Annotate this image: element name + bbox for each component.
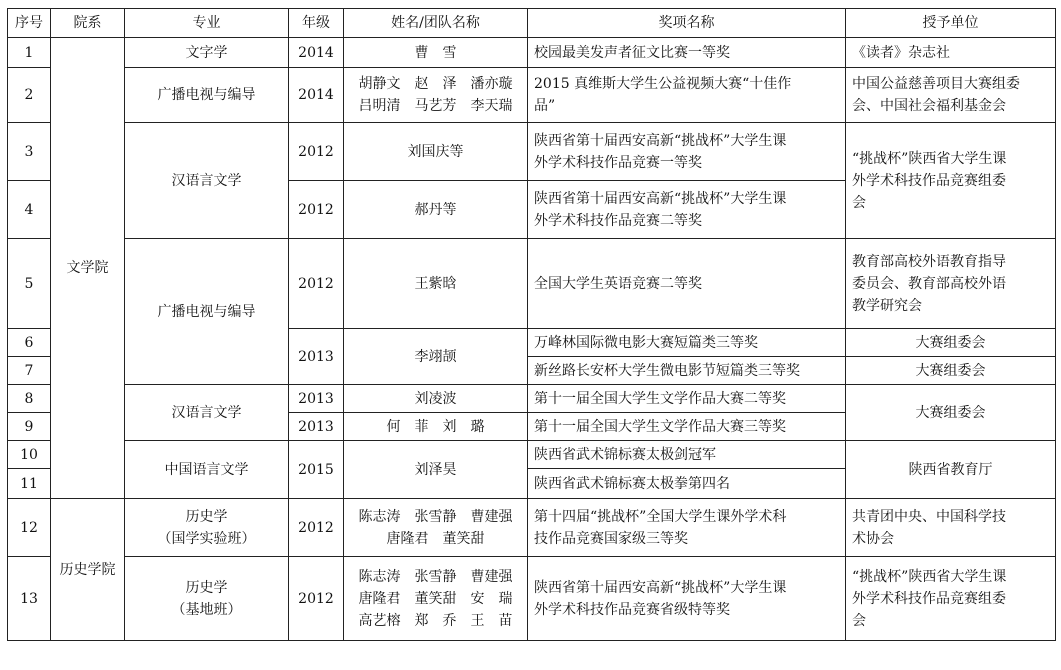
header-row [8, 9, 1056, 38]
org-line: 会、中国社会福利基金会 [852, 98, 1006, 114]
name-line: 高艺榕 郑 乔 王 苗 [358, 612, 513, 629]
org-line: 委员会、教育部高校外语 [852, 275, 1006, 292]
table-row [8, 499, 1056, 557]
major-cell: 汉语言文学 [125, 123, 289, 239]
table-row [8, 385, 1056, 413]
row-no: 1 [8, 38, 51, 68]
col-header-dept: 院系 [51, 9, 125, 38]
org-cell [846, 557, 1056, 641]
org-cell: 大赛组委会 [846, 357, 1056, 385]
award-line: 外学术科技作品竞赛一等奖 [534, 154, 702, 171]
major-line: （国学实验班） [157, 530, 256, 547]
award-cell: 新丝路长安杯大学生微电影节短篇类三等奖 [528, 357, 846, 385]
name-line: 胡静文 赵 泽 潘亦璇 [358, 76, 513, 92]
major-line: 历史学 [185, 508, 228, 525]
year-cell: 2014 [289, 68, 344, 123]
dept-cell: 文学院 [51, 38, 125, 499]
name-line: 吕明清 马艺芳 李天瑞 [358, 98, 513, 114]
major-cell: 文字学 [125, 38, 289, 68]
row-no: 13 [8, 557, 51, 641]
name-cell: 刘凌波 [344, 385, 528, 413]
award-cell [528, 68, 846, 123]
award-line: 陕西省第十届西安高新“挑战杯”大学生课 [534, 132, 787, 149]
org-line: 共青团中央、中国科学技 [852, 508, 1006, 525]
name-cell [344, 68, 528, 123]
award-line: 2015 真维斯大学生公益视频大赛“十佳作 [534, 76, 792, 92]
year-cell: 2012 [289, 123, 344, 181]
org-line: 中国公益慈善项目大赛组委 [852, 76, 1020, 92]
org-cell [846, 239, 1056, 329]
org-line: “挑战杯”陕西省大学生课 [852, 150, 1007, 167]
year-cell: 2012 [289, 557, 344, 641]
name-line: 陈志涛 张雪静 曹建强 [358, 508, 513, 525]
name-cell: 刘泽昊 [344, 441, 528, 499]
col-header-org: 授予单位 [846, 9, 1056, 38]
org-cell [846, 123, 1056, 239]
row-no: 9 [8, 413, 51, 441]
org-line: 教育部高校外语教育指导 [852, 253, 1006, 270]
org-cell [846, 68, 1056, 123]
name-cell: 王紫晗 [344, 239, 528, 329]
row-no: 5 [8, 239, 51, 329]
name-cell: 曹 雪 [344, 38, 528, 68]
org-line: 术协会 [852, 530, 894, 547]
year-cell: 2013 [289, 329, 344, 385]
award-cell: 第十一届全国大学生文学作品大赛三等奖 [528, 413, 846, 441]
award-cell: 全国大学生英语竞赛二等奖 [528, 239, 846, 329]
name-cell [344, 499, 528, 557]
org-line: 外学术科技作品竞赛组委 [852, 590, 1006, 607]
org-line: “挑战杯”陕西省大学生课 [852, 568, 1007, 585]
award-line: 陕西省第十届西安高新“挑战杯”大学生课 [534, 579, 787, 596]
org-cell: 《读者》杂志社 [846, 38, 1056, 68]
year-cell: 2013 [289, 385, 344, 413]
table-row [8, 123, 1056, 181]
award-line: 技作品竞赛国家级三等奖 [534, 530, 688, 547]
dept-cell: 历史学院 [51, 499, 125, 641]
award-cell [528, 123, 846, 181]
row-no: 12 [8, 499, 51, 557]
major-cell [125, 499, 289, 557]
major-cell: 广播电视与编导 [125, 239, 289, 385]
year-cell: 2013 [289, 413, 344, 441]
awards-table [7, 8, 1056, 641]
award-line: 陕西省第十届西安高新“挑战杯”大学生课 [534, 190, 787, 207]
year-cell: 2015 [289, 441, 344, 499]
award-cell: 万峰林国际微电影大赛短篇类三等奖 [528, 329, 846, 357]
major-cell: 广播电视与编导 [125, 68, 289, 123]
award-line: 外学术科技作品竞赛二等奖 [534, 212, 702, 229]
col-header-year: 年级 [289, 9, 344, 38]
major-line: 历史学 [185, 579, 228, 596]
org-cell [846, 499, 1056, 557]
row-no: 3 [8, 123, 51, 181]
award-cell: 校园最美发声者征文比赛一等奖 [528, 38, 846, 68]
year-cell: 2014 [289, 38, 344, 68]
col-header-no: 序号 [8, 9, 51, 38]
award-cell [528, 181, 846, 239]
org-line: 会 [852, 612, 866, 629]
row-no: 8 [8, 385, 51, 413]
table-row [8, 239, 1056, 329]
org-line: 教学研究会 [852, 297, 922, 314]
row-no: 2 [8, 68, 51, 123]
row-no: 4 [8, 181, 51, 239]
name-line: 唐隆君 董笑甜 [386, 530, 485, 547]
major-cell: 汉语言文学 [125, 385, 289, 441]
table-row [8, 68, 1056, 123]
award-cell: 第十一届全国大学生文学作品大赛二等奖 [528, 385, 846, 413]
org-cell: 大赛组委会 [846, 329, 1056, 357]
col-header-major: 专业 [125, 9, 289, 38]
name-cell: 郝丹等 [344, 181, 528, 239]
row-no: 11 [8, 469, 51, 499]
table-row [8, 38, 1056, 68]
award-cell: 陕西省武术锦标赛太极拳第四名 [528, 469, 846, 499]
name-cell: 李翊颉 [344, 329, 528, 385]
award-line: 品” [534, 98, 556, 114]
major-line: （基地班） [171, 601, 242, 618]
org-cell: 大赛组委会 [846, 385, 1056, 441]
year-cell: 2012 [289, 239, 344, 329]
award-line: 第十四届“挑战杯”全国大学生课外学术科 [534, 508, 787, 525]
row-no: 6 [8, 329, 51, 357]
org-line: 会 [852, 194, 866, 211]
major-cell [125, 557, 289, 641]
award-line: 外学术科技作品竞赛省级特等奖 [534, 601, 730, 618]
award-cell [528, 557, 846, 641]
row-no: 10 [8, 441, 51, 469]
table-row [8, 441, 1056, 469]
award-cell [528, 499, 846, 557]
name-cell: 何 菲 刘 璐 [344, 413, 528, 441]
name-cell: 刘国庆等 [344, 123, 528, 181]
year-cell: 2012 [289, 499, 344, 557]
name-line: 陈志涛 张雪静 曹建强 [358, 568, 513, 585]
org-cell: 陕西省教育厅 [846, 441, 1056, 499]
year-cell: 2012 [289, 181, 344, 239]
name-cell [344, 557, 528, 641]
col-header-name: 姓名/团队名称 [344, 9, 528, 38]
col-header-award: 奖项名称 [528, 9, 846, 38]
name-line: 唐隆君 董笑甜 安 瑞 [358, 590, 513, 607]
row-no: 7 [8, 357, 51, 385]
org-line: 外学术科技作品竞赛组委 [852, 172, 1006, 189]
table-row [8, 557, 1056, 641]
major-cell: 中国语言文学 [125, 441, 289, 499]
award-cell: 陕西省武术锦标赛太极剑冠军 [528, 441, 846, 469]
